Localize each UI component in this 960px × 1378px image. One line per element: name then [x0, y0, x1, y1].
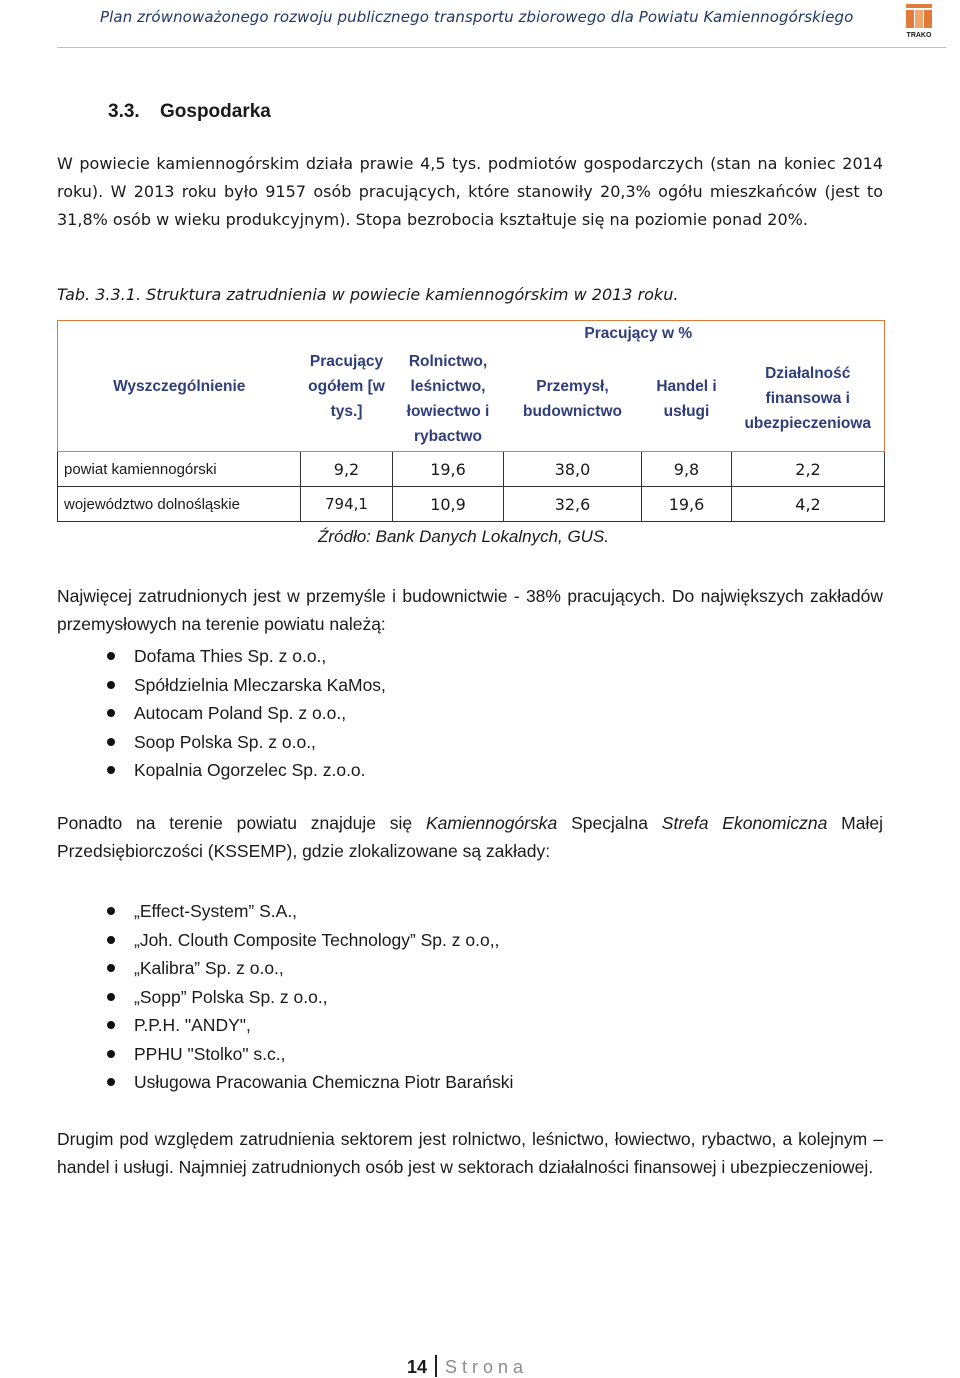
sez-text-italic-2: Strefa Ekonomiczna	[661, 813, 828, 833]
col-header-item: Wyszczególnienie	[58, 321, 301, 452]
cell-total: 794,1	[301, 487, 393, 522]
list-item: Autocam Poland Sp. z o.o.,	[107, 699, 386, 728]
cell-trade: 19,6	[642, 487, 732, 522]
list-item: Spółdzielnia Mleczarska KaMos,	[107, 671, 386, 700]
col-header-finance: Działalność finansowa i ubezpieczeniowa	[732, 347, 885, 452]
list-item: „Effect-System” S.A.,	[107, 897, 513, 926]
sez-text-italic-1: Kamiennogórska	[425, 813, 558, 833]
row-label: województwo dolnośląskie	[58, 487, 301, 522]
logo-text: TRAKO	[906, 32, 932, 39]
section-number: 3.3.	[108, 101, 140, 122]
trako-logo	[902, 3, 936, 39]
list-item: Kopalnia Ogorzelec Sp. z.o.o.	[107, 756, 386, 785]
paragraph-summary: Drugim pod względem zatrudnienia sektorem jest rolnictwo, leśnictwo, łowiectwo, rybactwo, a kolejnym – handel i usługi. Najmniej zatrudnionych osób jest w sektorach działalności finansowej i ubezpieczeniowej.	[57, 1129, 883, 1177]
list-item: Usługowa Pracowania Chemiczna Piotr Barański	[107, 1068, 513, 1097]
section-heading	[108, 101, 271, 123]
list-item: „Sopp” Polska Sp. z o.o.,	[107, 983, 513, 1012]
cell-agriculture: 10,9	[393, 487, 504, 522]
employment-table	[57, 320, 885, 522]
cell-industry: 32,6	[504, 487, 642, 522]
col-header-agriculture: Rolnictwo, leśnictwo, łowiectwo i rybactwo	[393, 347, 504, 452]
section-title: Gospodarka	[160, 101, 271, 122]
sez-text-3: Małej Przedsiębiorczości (KSSEMP), gdzie zlokalizowane są zakłady:	[57, 813, 883, 861]
paragraph-sez	[57, 809, 883, 865]
sez-text-1: Ponadto na terenie powiatu znajduje się	[57, 813, 426, 833]
list-item: PPHU "Stolko" s.c.,	[107, 1040, 513, 1069]
paragraph-industry: Najwięcej zatrudnionych jest w przemyśle i budownictwie - 38% pracujących. Do największych zakładów przemysłowych na terenie powiatu należą:	[57, 586, 883, 634]
list-item: P.P.H. "ANDY",	[107, 1011, 513, 1040]
cell-finance: 4,2	[732, 487, 885, 522]
page-label: Strona	[445, 1357, 529, 1377]
intro-paragraph: W powiecie kamiennogórskim działa prawie 4,5 tys. podmiotów gospodarczych (stan na koniec 2014 roku). W 2013 roku było 9157 osób pracujących, które stanowiły 20,3% ogółu mieszkańców (jest to 31,8% osób w wieku produkcyjnym). Stopa bezrobocia kształtuje się na poziomie ponad 20%.	[57, 154, 883, 229]
running-header: Plan zrównoważonego rozwoju publicznego transportu zbiorowego dla Powiatu Kamiennogórskiego	[100, 8, 854, 26]
table-row	[58, 452, 885, 487]
table-source: Źródło: Bank Danych Lokalnych, GUS.	[318, 527, 610, 546]
page-footer	[407, 1355, 528, 1378]
cell-total: 9,2	[301, 452, 393, 487]
group-header-percent: Pracujący w %	[393, 321, 885, 347]
sez-text-2: Specjalna	[557, 813, 662, 833]
row-label: powiat kamiennogórski	[58, 452, 301, 487]
cell-agriculture: 19,6	[393, 452, 504, 487]
cell-trade: 9,8	[642, 452, 732, 487]
table-row	[58, 487, 885, 522]
table-caption: Tab. 3.3.1. Struktura zatrudnienia w powiecie kamiennogórskim w 2013 roku.	[57, 285, 679, 304]
zone-companies-list	[107, 897, 513, 1097]
cell-finance: 2,2	[732, 452, 885, 487]
col-header-total: Pracujący ogółem [w tys.]	[301, 321, 393, 452]
list-item: „Joh. Clouth Composite Technology” Sp. z o.o,,	[107, 926, 513, 955]
page-number: 14	[407, 1357, 428, 1377]
footer-separator	[435, 1355, 437, 1377]
header-divider	[57, 47, 946, 48]
list-item: Soop Polska Sp. z o.o.,	[107, 728, 386, 757]
list-item: „Kalibra” Sp. z o.o.,	[107, 954, 513, 983]
col-header-industry: Przemysł, budownictwo	[504, 347, 642, 452]
cell-industry: 38,0	[504, 452, 642, 487]
companies-list	[107, 642, 386, 785]
col-header-trade: Handel i usługi	[642, 347, 732, 452]
list-item: Dofama Thies Sp. z o.o.,	[107, 642, 386, 671]
